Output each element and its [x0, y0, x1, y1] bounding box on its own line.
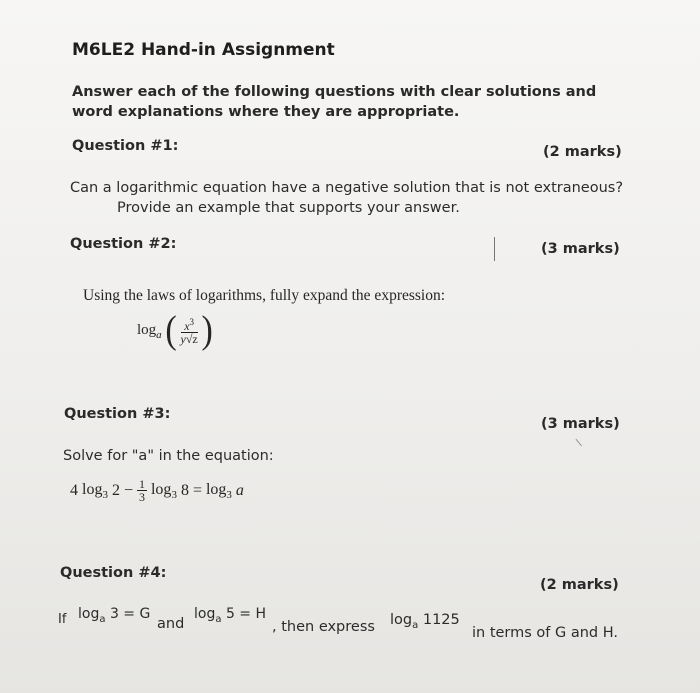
q2-heading: Question #2:: [70, 236, 177, 252]
eq-base-3: 3: [226, 489, 232, 502]
q3-marks: (3 marks): [541, 416, 620, 432]
eq-arg-1: 2: [111, 482, 120, 499]
q1-heading: Question #1:: [72, 138, 179, 154]
q4-tail: in terms of G and H.: [472, 625, 619, 641]
q2-marks: (3 marks): [541, 241, 620, 257]
expression-fraction: [181, 316, 198, 346]
q3-heading: Question #3:: [64, 406, 171, 422]
q1-marks: (2 marks): [543, 144, 622, 160]
q3-text: Solve for "a" in the equation:: [63, 448, 274, 464]
eq-minus: −: [123, 482, 133, 499]
eq-equals: =: [192, 482, 202, 499]
instructions: [72, 82, 596, 122]
q2-expression: [137, 309, 213, 352]
eq-coefficient: 4: [70, 482, 78, 499]
instructions-line-2: word explanations where they are appropriate.: [72, 104, 460, 120]
stray-mark: [571, 439, 582, 450]
log-base: a: [156, 328, 162, 341]
eq-arg-3: a: [235, 482, 244, 499]
divider-mark: [494, 237, 495, 261]
numerator-exponent: 3: [189, 317, 195, 327]
q4-and: and: [157, 616, 185, 632]
denominator-root: √z: [185, 332, 198, 346]
eq-log-2: log: [150, 480, 172, 498]
q1-line-1: Can a logarithmic equation have a negative solution that is not extraneous?: [70, 180, 624, 196]
q4-if: If: [58, 612, 67, 627]
numerator-variable: x: [184, 319, 190, 333]
q4-then: , then express: [272, 619, 375, 635]
q4-heading: Question #4:: [60, 565, 167, 581]
q4-log-1: $\log_a 3 = G$: [78, 606, 151, 625]
q4-log-3: $\log_a 1125$: [390, 612, 460, 631]
denominator-variable: y: [180, 332, 186, 346]
eq-frac-den: 3: [138, 490, 145, 504]
q4-log-2: $\log_a 5 = H$: [194, 606, 267, 625]
log-label: log: [137, 321, 157, 338]
eq-fraction: [137, 478, 147, 504]
eq-base-1: 3: [102, 489, 108, 502]
q4-marks: (2 marks): [540, 577, 619, 593]
eq-arg-2: 8: [180, 482, 189, 499]
q1-line-2: Provide an example that supports your answer.: [117, 200, 460, 216]
right-paren: ): [201, 309, 213, 352]
eq-frac-num: 1: [138, 477, 145, 491]
q3-equation: [70, 478, 244, 504]
q2-text: Using the laws of logarithms, fully expand the expression:: [83, 287, 446, 304]
page-title: M6LE2 Hand-in Assignment: [72, 40, 335, 60]
eq-base-2: 3: [171, 489, 177, 502]
eq-log-3: log: [205, 480, 227, 498]
instructions-line-1: Answer each of the following questions with clear solutions and: [72, 84, 597, 100]
eq-log-1: log: [82, 480, 103, 498]
left-paren: (: [165, 309, 177, 352]
